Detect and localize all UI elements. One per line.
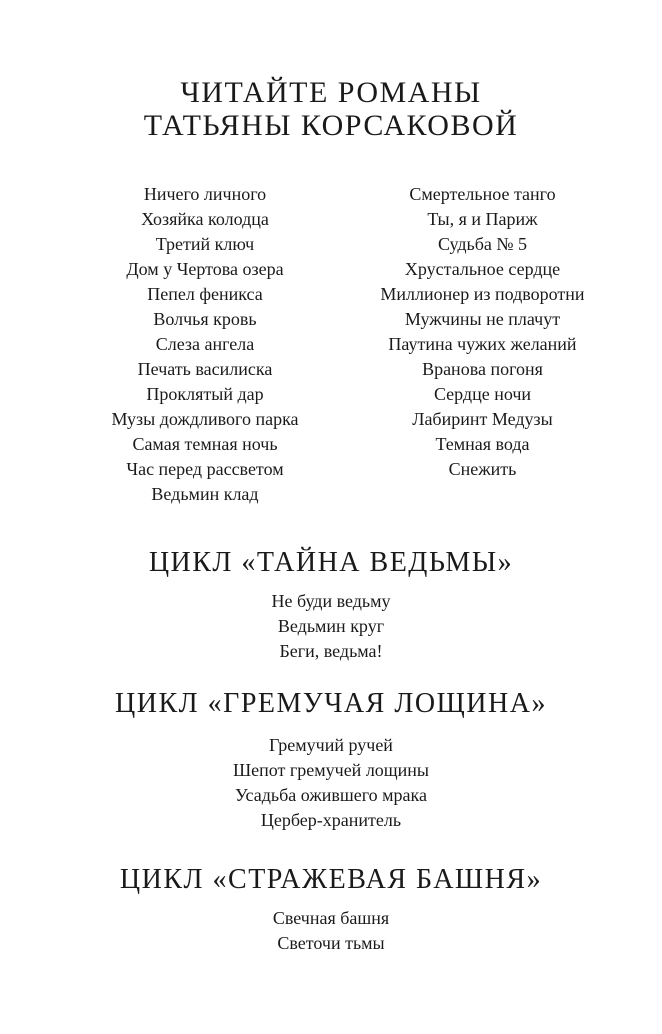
list-item: Печать василиска — [137, 359, 273, 379]
list-item: Смертельное танго — [409, 184, 556, 204]
list-item: Пепел феникса — [147, 284, 263, 304]
list-item: Гремучий ручей — [269, 735, 393, 755]
list-item: Хрустальное сердце — [404, 259, 561, 279]
list-item: Шепот гремучей лощины — [232, 760, 430, 780]
list-item: Миллионер из подворотни — [380, 284, 585, 304]
list-item: Цербер-хранитель — [260, 810, 402, 830]
list-item: Ты, я и Париж — [427, 209, 538, 229]
cycle-books-gremuchaya-loshchina — [0, 733, 662, 833]
list-item: Лабиринт Медузы — [412, 409, 553, 429]
list-item: Слеза ангела — [155, 334, 255, 354]
list-item: Судьба № 5 — [437, 234, 528, 254]
list-item: Мужчины не плачут — [404, 309, 561, 329]
cycle-books-strazhevaya-bashnya — [0, 906, 662, 956]
list-item: Дом у Чертова озера — [126, 259, 284, 279]
list-item: Волчья кровь — [153, 309, 257, 329]
page-title-line-2: ТАТЬЯНЫ КОРСАКОВОЙ — [143, 109, 519, 142]
cycle-books-tayna-vedmy — [0, 589, 662, 664]
list-item: Хозяйка колодца — [141, 209, 269, 229]
list-item: Темная вода — [435, 434, 530, 454]
list-item: Ведьмин круг — [277, 616, 385, 636]
page-title-line-1: ЧИТАЙТЕ РОМАНЫ — [180, 76, 482, 109]
list-item: Вранова погоня — [422, 359, 543, 379]
list-item: Светочи тьмы — [277, 933, 385, 953]
cycle-title-strazhevaya-bashnya: ЦИКЛ «СТРАЖЕВАЯ БАШНЯ» — [119, 864, 543, 895]
cycle-title-gremuchaya-loshchina: ЦИКЛ «ГРЕМУЧАЯ ЛОЩИНА» — [115, 688, 547, 719]
list-item: Час перед рассветом — [126, 459, 284, 479]
list-item: Беги, ведьма! — [279, 641, 383, 661]
list-item: Третий ключ — [155, 234, 255, 254]
novels-left-column — [80, 182, 330, 507]
list-item: Снежить — [448, 459, 517, 479]
list-item: Свечная башня — [272, 908, 390, 928]
list-item: Не буди ведьму — [271, 591, 391, 611]
list-item: Ничего личного — [143, 184, 267, 204]
list-item: Проклятый дар — [146, 384, 264, 404]
list-item: Ведьмин клад — [151, 484, 259, 504]
list-item: Усадьба ожившего мрака — [234, 785, 428, 805]
list-item: Паутина чужих желаний — [388, 334, 577, 354]
list-item: Сердце ночи — [433, 384, 532, 404]
novels-right-column — [345, 182, 620, 482]
list-item: Самая темная ночь — [132, 434, 278, 454]
list-item: Музы дождливого парка — [111, 409, 299, 429]
cycle-title-tayna-vedmy: ЦИКЛ «ТАЙНА ВЕДЬМЫ» — [148, 547, 514, 578]
